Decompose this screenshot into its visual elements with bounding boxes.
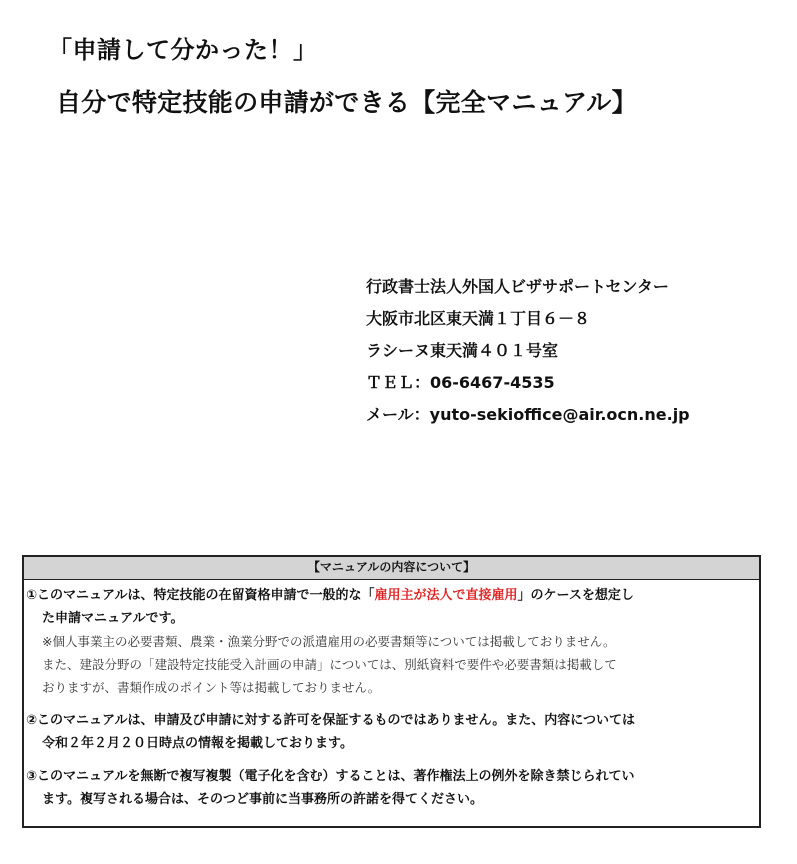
contact-tel: ＴＥＬ：06-6467-4535 <box>366 373 555 392</box>
notice-paragraph-1 <box>26 584 753 699</box>
notice-p1-line-1-post: 」のケースを想定し <box>517 588 634 603</box>
contact-org: 行政書士法人外国人ビザサポートセンター <box>366 277 669 296</box>
notice-p1-note-2: また、建設分野の「建設特定技能受入計画の申請」については、別紙資料で要件や必要書類は掲載して <box>42 657 617 672</box>
notice-p3-line-1: ③このマニュアルを無断で複写複製（電子化を含む）することは、著作権法上の例外を除き禁じられてい <box>26 769 635 784</box>
notice-p1-note-3: おりますが、書類作成のポイント等は掲載しておりません。 <box>42 680 381 695</box>
notice-p1-note-1: ※個人事業主の必要書類、農業・漁業分野での派遣雇用の必要書類等については掲載しておりません。 <box>42 634 616 649</box>
notice-p2-line-2: 令和２年２月２０日時点の情報を掲載しております。 <box>42 736 353 751</box>
notice-p1-line-1-pre: ①このマニュアルは、特定技能の在留資格申請で一般的な「 <box>26 588 375 603</box>
contact-address-1: 大阪市北区東天満１丁目６－８ <box>366 309 591 328</box>
notice-header: 【マニュアルの内容について】 <box>24 557 759 580</box>
notice-paragraph-2 <box>26 709 753 755</box>
notice-body <box>24 580 759 811</box>
contact-block <box>366 276 690 436</box>
notice-p3-line-2: ます。複写される場合は、そのつど事前に当事務所の許諾を得てください。 <box>42 792 483 807</box>
title-line-2: 自分で特定技能の申請ができる【完全マニュアル】 <box>56 88 637 117</box>
contact-mail: メール：yuto-sekioffice@air.ocn.ne.jp <box>366 405 690 424</box>
title-line-1: 「申請して分かった！」 <box>48 36 318 64</box>
notice-p1-line-1 <box>26 584 753 607</box>
notice-p1-line-2: た申請マニュアルです。 <box>42 611 184 626</box>
notice-paragraph-3 <box>26 765 753 811</box>
notice-p2-line-1: ②このマニュアルは、申請及び申請に対する許可を保証するものではありません。また、内容については <box>26 713 636 728</box>
notice-box <box>22 555 761 828</box>
contact-address-2: ラシーヌ東天満４０１号室 <box>366 341 559 360</box>
notice-p1-highlight: 雇用主が法人で直接雇用 <box>374 588 518 603</box>
